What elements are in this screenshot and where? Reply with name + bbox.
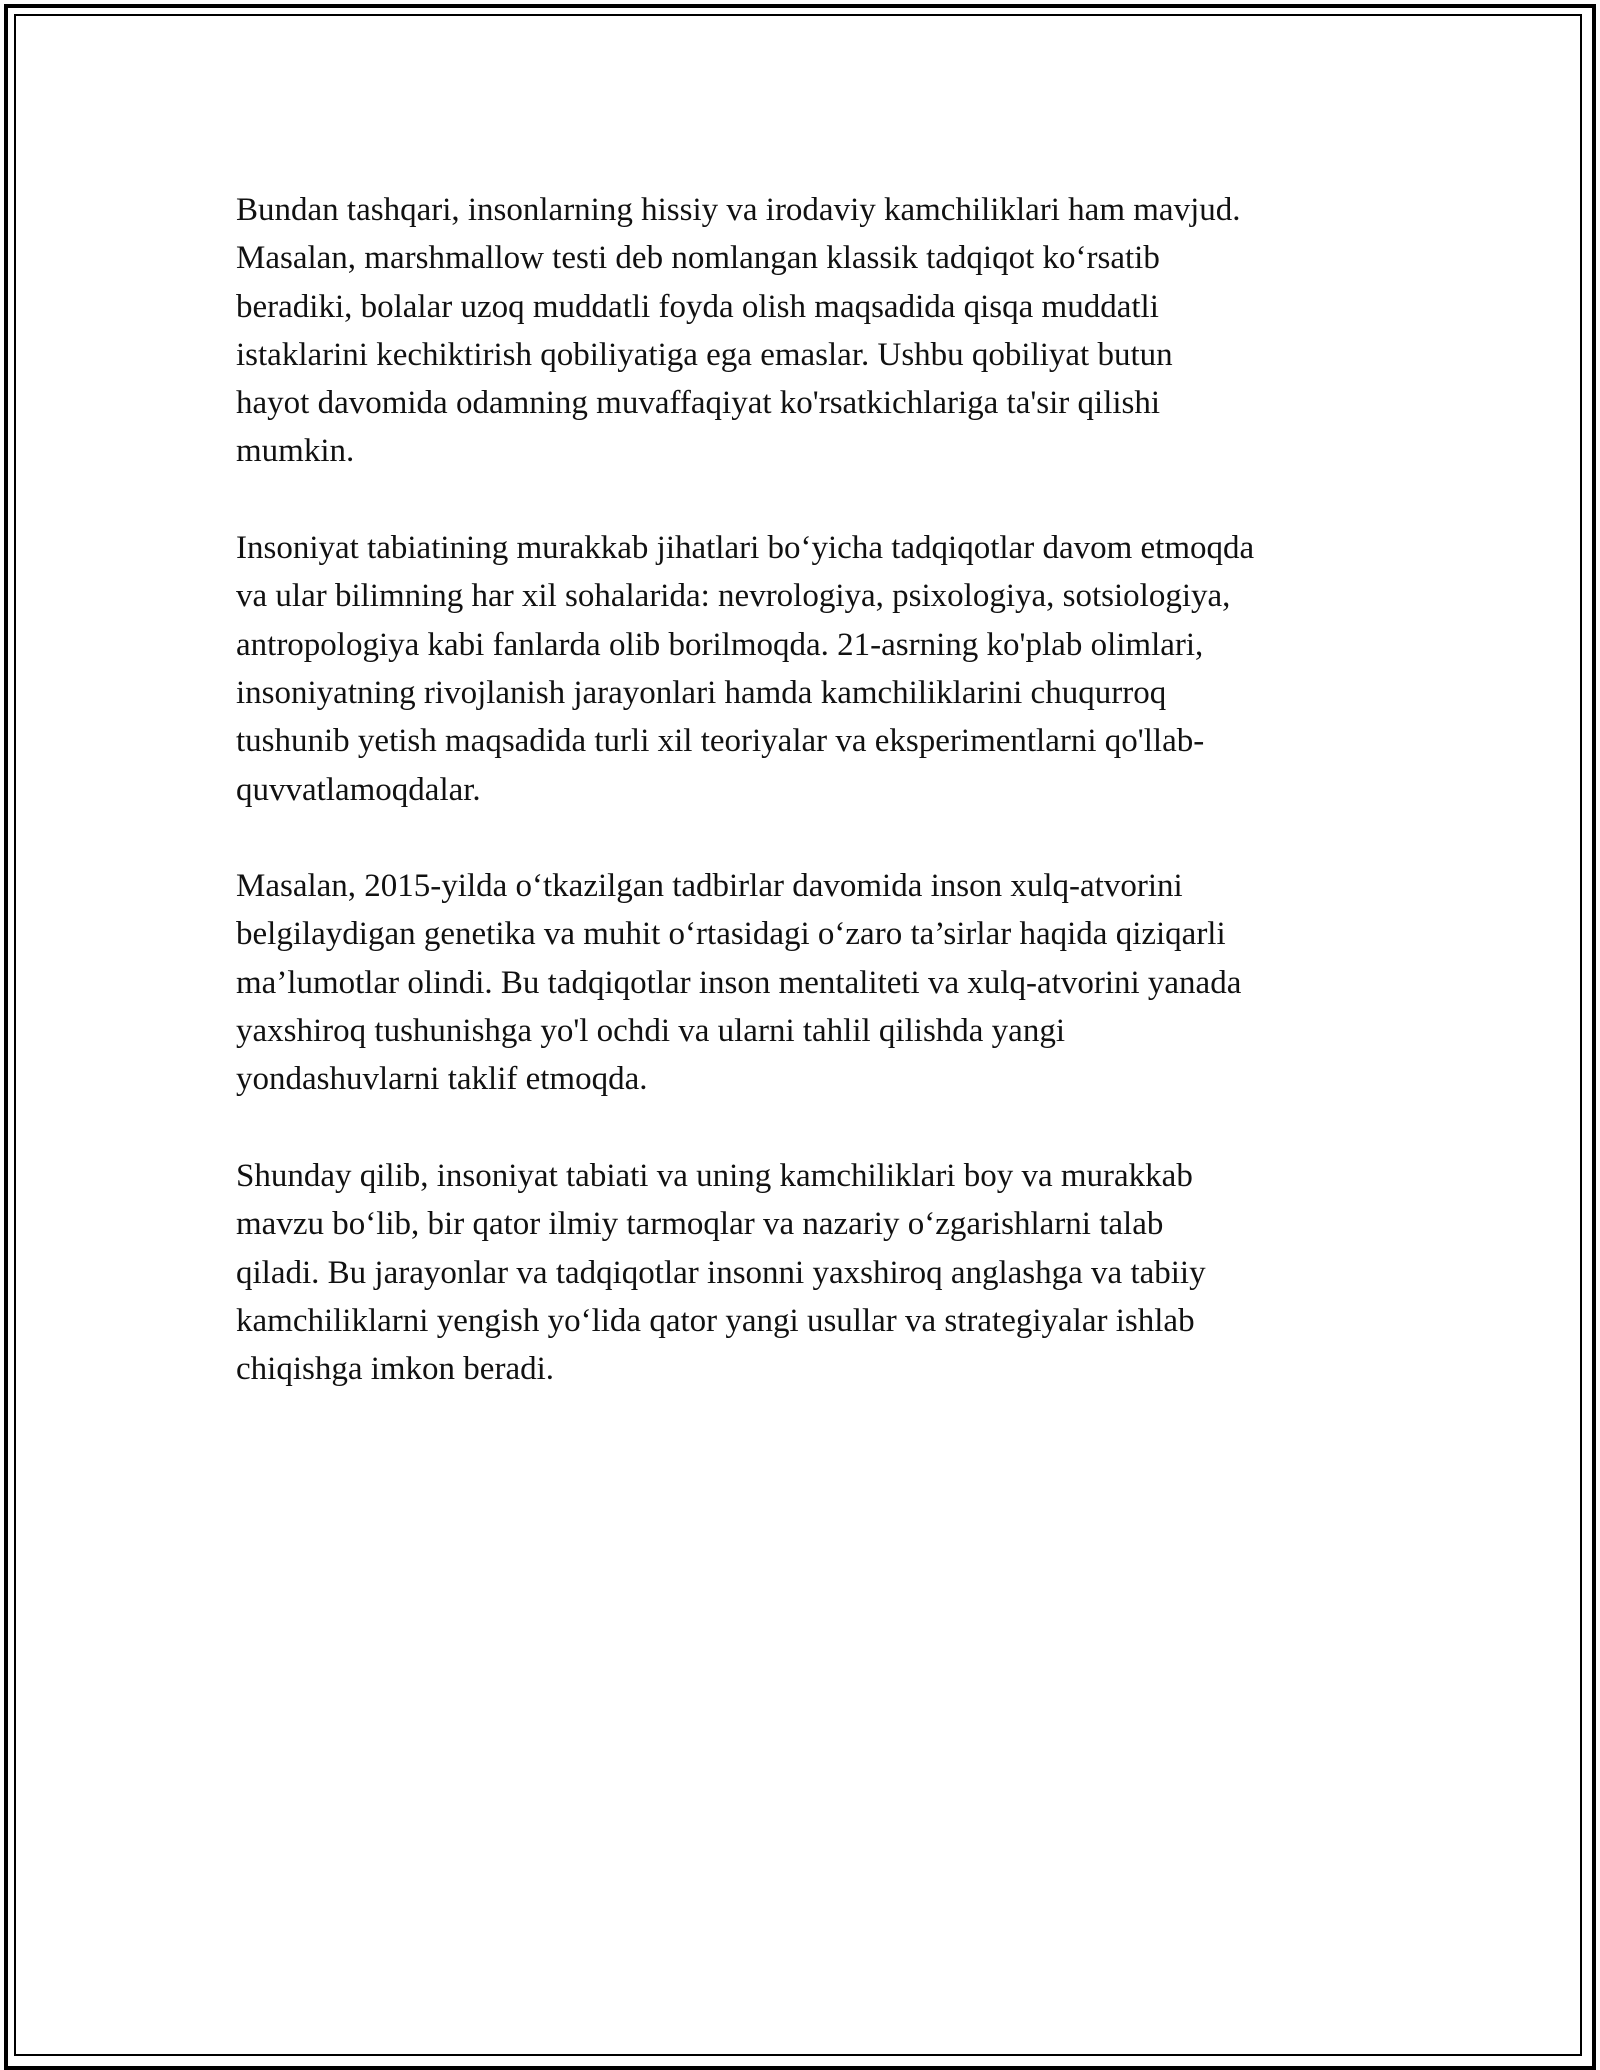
text-line: Insoniyat tabiatining murakkab jihatlari bo‘yicha tadqiqotlar davom etmoqda <box>236 530 1255 567</box>
document-body <box>236 186 1376 1442</box>
paragraph-4 <box>236 1152 1376 1393</box>
text-line: antropologiya kabi fanlarda olib borilmoqda. 21-asrning ko'plab olimlari, <box>236 626 1204 663</box>
text-line: yondashuvlarni taklif etmoqda. <box>236 1061 648 1098</box>
text-line: chiqishga imkon beradi. <box>236 1351 555 1388</box>
text-line: Bundan tashqari, insonlarning hissiy va irodaviy kamchiliklari ham mavjud. <box>236 192 1241 228</box>
text-line: tushunib yetish maqsadida turli xil teoriyalar va eksperimentlarni qo'llab- <box>236 723 1205 760</box>
text-line: yaxshiroq tushunishga yo'l ochdi va ularni tahlil qilishda yangi <box>236 1013 1065 1050</box>
paragraph-2 <box>236 524 1376 814</box>
text-line: belgilaydigan genetika va muhit o‘rtasidagi o‘zaro ta’sirlar haqida qiziqarli <box>236 916 1226 953</box>
text-line: hayot davomida odamning muvaffaqiyat ko'rsatkichlariga ta'sir qilishi <box>236 385 1161 422</box>
text-line: quvvatlamoqdalar. <box>236 771 481 808</box>
text-line: mumkin. <box>236 433 355 470</box>
text-line: kamchiliklarni yengish yo‘lida qator yangi usullar va strategiyalar ishlab <box>236 1302 1195 1339</box>
paragraph-1 <box>236 186 1376 476</box>
text-line: beradiki, bolalar uzoq muddatli foyda olish maqsadida qisqa muddatli <box>236 288 1159 325</box>
text-line: mavzu bo‘lib, bir qator ilmiy tarmoqlar va nazariy o‘zgarishlarni talab <box>236 1206 1164 1243</box>
text-line: istaklarini kechiktirish qobiliyatiga ega emaslar. Ushbu qobiliyat butun <box>236 336 1173 373</box>
text-line: ma’lumotlar olindi. Bu tadqiqotlar inson mentaliteti va xulq-atvorini yanada <box>236 964 1242 1001</box>
text-line: va ular bilimning har xil sohalarida: nevrologiya, psixologiya, sotsiologiya, <box>236 578 1231 615</box>
text-line: Shunday qilib, insoniyat tabiati va uning kamchiliklari boy va murakkab <box>236 1157 1193 1194</box>
text-line: Masalan, marshmallow testi deb nomlangan klassik tadqiqot ko‘rsatib <box>236 240 1160 277</box>
text-line: qiladi. Bu jarayonlar va tadqiqotlar insonni yaxshiroq anglashga va tabiiy <box>236 1254 1206 1291</box>
text-line: insoniyatning rivojlanish jarayonlari hamda kamchiliklarini chuqurroq <box>236 674 1167 711</box>
text-line: Masalan, 2015-yilda o‘tkazilgan tadbirlar davomida inson xulq-atvorini <box>236 868 1183 905</box>
paragraph-3 <box>236 862 1376 1103</box>
